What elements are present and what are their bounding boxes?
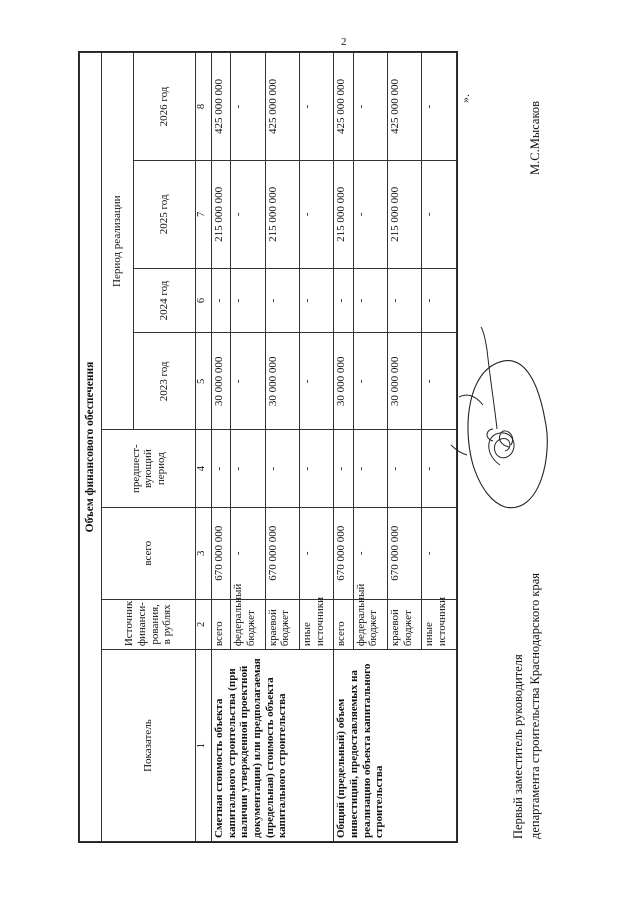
value-cell: - xyxy=(388,430,422,508)
column-number: 1 xyxy=(196,650,212,842)
column-number: 6 xyxy=(196,268,212,333)
value-cell: 425 000 000 xyxy=(334,53,353,161)
value-cell: 30 000 000 xyxy=(388,333,422,430)
value-cell: 215 000 000 xyxy=(265,160,299,268)
value-cell: 215 000 000 xyxy=(388,160,422,268)
table-title: Объем финансового обеспечения xyxy=(80,53,102,842)
value-cell: - xyxy=(353,333,387,430)
column-number: 2 xyxy=(196,599,212,650)
value-cell: - xyxy=(300,53,334,161)
value-cell: 30 000 000 xyxy=(265,333,299,430)
column-number: 5 xyxy=(196,333,212,430)
value-cell: - xyxy=(231,333,265,430)
value-cell: - xyxy=(231,507,265,599)
value-cell: 670 000 000 xyxy=(212,507,231,599)
value-cell: - xyxy=(231,53,265,161)
value-cell: - xyxy=(212,268,231,333)
source-cell: краевой бюджет xyxy=(388,599,422,650)
column-number: 3 xyxy=(196,507,212,599)
value-cell: - xyxy=(353,507,387,599)
source-cell: всего xyxy=(334,599,353,650)
value-cell: 425 000 000 xyxy=(265,53,299,161)
value-cell: - xyxy=(422,268,457,333)
value-cell: - xyxy=(231,268,265,333)
indicator-estimated-cost: Сметная стоимость объекта капитального строительства (при наличии утвержденной проектной документации) или предполагаемая (предельная) стоимость объекта капитального строительства xyxy=(212,650,334,842)
value-cell: - xyxy=(353,53,387,161)
value-cell: - xyxy=(422,507,457,599)
source-cell: иные источники xyxy=(422,599,457,650)
signatory-name: М.С.Мысаков xyxy=(528,100,542,175)
column-number: 4 xyxy=(196,430,212,508)
value-cell: - xyxy=(334,430,353,508)
value-cell: - xyxy=(300,333,334,430)
header-year-2025: 2025 год xyxy=(134,160,196,268)
value-cell: 425 000 000 xyxy=(388,53,422,161)
financing-table xyxy=(79,52,457,842)
value-cell: 30 000 000 xyxy=(334,333,353,430)
value-cell: - xyxy=(265,268,299,333)
header-implementation-period: Период реализации xyxy=(102,53,134,430)
value-cell: - xyxy=(353,268,387,333)
closing-quote: ». xyxy=(458,94,472,103)
value-cell: 425 000 000 xyxy=(212,53,231,161)
header-indicator: Показатель xyxy=(102,650,196,842)
value-cell: - xyxy=(334,268,353,333)
value-cell: - xyxy=(300,268,334,333)
source-cell: федеральный бюджет xyxy=(353,599,387,650)
signature-block xyxy=(510,573,544,839)
financing-table-container xyxy=(78,51,458,843)
value-cell: 670 000 000 xyxy=(388,507,422,599)
header-source: Источник финанси-рования, в рублях xyxy=(102,599,196,650)
source-cell: всего xyxy=(212,599,231,650)
value-cell: - xyxy=(353,160,387,268)
signature-title-line-2: департамента строительства Краснодарского края xyxy=(527,572,542,839)
value-cell: 215 000 000 xyxy=(212,160,231,268)
header-year-2026: 2026 год xyxy=(134,53,196,161)
page-number: 2 xyxy=(341,36,347,48)
rotated-page-content xyxy=(0,78,640,905)
value-cell: 670 000 000 xyxy=(265,507,299,599)
value-cell: - xyxy=(300,160,334,268)
source-cell: федеральный бюджет xyxy=(231,599,265,650)
value-cell: - xyxy=(353,430,387,508)
value-cell: - xyxy=(231,160,265,268)
value-cell: - xyxy=(300,430,334,508)
value-cell: - xyxy=(422,333,457,430)
value-cell: 30 000 000 xyxy=(212,333,231,430)
value-cell: - xyxy=(300,507,334,599)
column-number: 8 xyxy=(196,53,212,161)
value-cell: - xyxy=(231,430,265,508)
header-prior-period: предшест-вующий период xyxy=(102,430,196,508)
source-cell: краевой бюджет xyxy=(265,599,299,650)
header-year-2024: 2024 год xyxy=(134,268,196,333)
value-cell: - xyxy=(388,268,422,333)
header-year-2023: 2023 год xyxy=(134,333,196,430)
value-cell: - xyxy=(422,53,457,161)
header-total: всего xyxy=(102,507,196,599)
value-cell: - xyxy=(265,430,299,508)
source-cell: иные источники xyxy=(300,599,334,650)
column-number: 7 xyxy=(196,160,212,268)
value-cell: - xyxy=(422,160,457,268)
handwritten-signature xyxy=(445,325,555,525)
signature-title-line-1: Первый заместитель руководителя xyxy=(511,654,525,839)
value-cell: 215 000 000 xyxy=(334,160,353,268)
value-cell: - xyxy=(212,430,231,508)
indicator-investment-volume: Общий (предельный) объем инвестиций, предоставляемых на реализацию объекта капитального строительства xyxy=(334,650,457,842)
value-cell: 670 000 000 xyxy=(334,507,353,599)
value-cell: - xyxy=(422,430,457,508)
